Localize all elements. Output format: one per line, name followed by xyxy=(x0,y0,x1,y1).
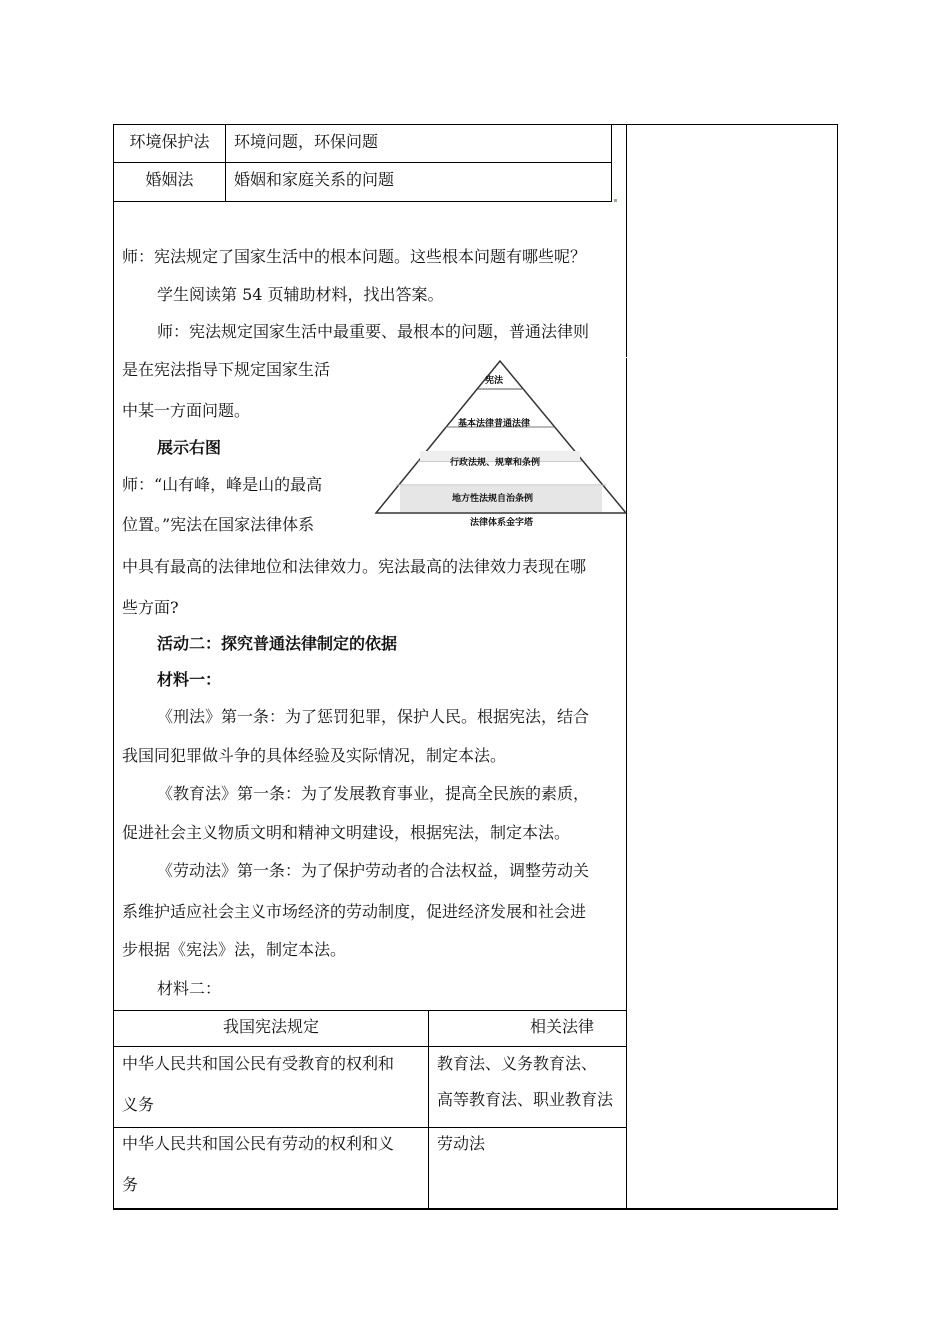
provision-cell: 务 xyxy=(122,1175,139,1194)
const-table-row-divider xyxy=(113,1046,627,1047)
pyramid-level-label: 地方性法规自治条例 xyxy=(452,494,534,504)
related-laws-cell: 教育法、义务教育法、 xyxy=(437,1054,598,1073)
law-issue-cell: 婚姻和家庭关系的问题 xyxy=(234,170,395,189)
activity-heading: 活动二：探究普通法律制定的依据 xyxy=(157,634,398,653)
provision-cell: 义务 xyxy=(122,1095,155,1114)
material-heading: 材料一： xyxy=(157,670,222,689)
paragraph-text: 师：宪法规定国家生活中最重要、最根本的问题，普通法律则 xyxy=(157,322,590,341)
paragraph-text: 《刑法》第一条：为了惩罚犯罪，保护人民。根据宪法，结合 xyxy=(157,707,590,726)
paragraph-text: 《教育法》第一条：为了发展教育事业，提高全民族的素质， xyxy=(157,784,590,803)
const-table-col-divider xyxy=(428,1010,429,1209)
show-figure-label: 展示右图 xyxy=(157,438,222,457)
law-table-bottom xyxy=(113,201,612,202)
column-header: 相关法律 xyxy=(530,1017,595,1036)
law-issue-cell: 环境问题，环保问题 xyxy=(234,132,379,151)
paragraph-text: 系维护适应社会主义市场经济的劳动制度，促进经济发展和社会进 xyxy=(122,902,587,921)
law-name-cell: 婚姻法 xyxy=(145,170,194,189)
pyramid-level-label: 宪法 xyxy=(485,376,504,386)
law-table-row-divider xyxy=(113,162,612,163)
paragraph-text: 《劳动法》第一条：为了保护劳动者的合法权益，调整劳动关 xyxy=(157,861,590,880)
paragraph-text: 学生阅读第 54 页辅助材料，找出答案。 xyxy=(157,285,444,304)
paragraph-text: 位置。”宪法在国家法律体系 xyxy=(122,515,315,534)
related-laws-cell: 劳动法 xyxy=(437,1134,486,1153)
law-table-col-divider xyxy=(225,124,226,202)
paragraph-text: 是在宪法指导下规定国家生活 xyxy=(122,360,331,379)
paragraph-text: 中某一方面问题。 xyxy=(122,401,251,420)
law-table-right xyxy=(611,124,612,202)
const-table-row-divider xyxy=(113,1127,627,1128)
provision-cell: 中华人民共和国公民有受教育的权利和 xyxy=(122,1054,395,1073)
middle-divider-top xyxy=(626,124,627,357)
cell-end-mark xyxy=(614,199,617,202)
pyramid-caption: 法律体系金字塔 xyxy=(470,518,534,528)
pyramid-figure xyxy=(370,355,630,535)
pyramid-level-label: 行政法规、规章和条例 xyxy=(450,458,541,468)
outer-right-border xyxy=(837,124,838,1209)
paragraph-text: 师：宪法规定了国家生活中的根本问题。这些根本问题有哪些呢？ xyxy=(122,247,587,266)
related-laws-cell: 高等教育法、职业教育法 xyxy=(437,1090,614,1109)
const-table-top xyxy=(113,1010,627,1011)
paragraph-text: 些方面? xyxy=(122,598,179,617)
material-heading: 材料二： xyxy=(157,979,222,998)
paragraph-text: 促进社会主义物质文明和精神文明建设，根据宪法，制定本法。 xyxy=(122,823,571,842)
law-table-top xyxy=(113,124,612,125)
paragraph-text: 步根据《宪法》法，制定本法。 xyxy=(122,940,347,959)
outer-bottom-border xyxy=(113,1208,838,1210)
column-header: 我国宪法规定 xyxy=(222,1017,319,1036)
paragraph-text: 师：“山有峰，峰是山的最高 xyxy=(122,475,323,494)
pyramid-level-label: 基本法律普通法律 xyxy=(458,419,531,429)
paragraph-text: 中具有最高的法律地位和法律效力。宪法最高的法律效力表现在哪 xyxy=(122,557,587,576)
law-name-cell: 环境保护法 xyxy=(129,132,210,151)
paragraph-text: 我国同犯罪做斗争的具体经验及实际情况，制定本法。 xyxy=(122,746,507,765)
provision-cell: 中华人民共和国公民有劳动的权利和义 xyxy=(122,1134,395,1153)
